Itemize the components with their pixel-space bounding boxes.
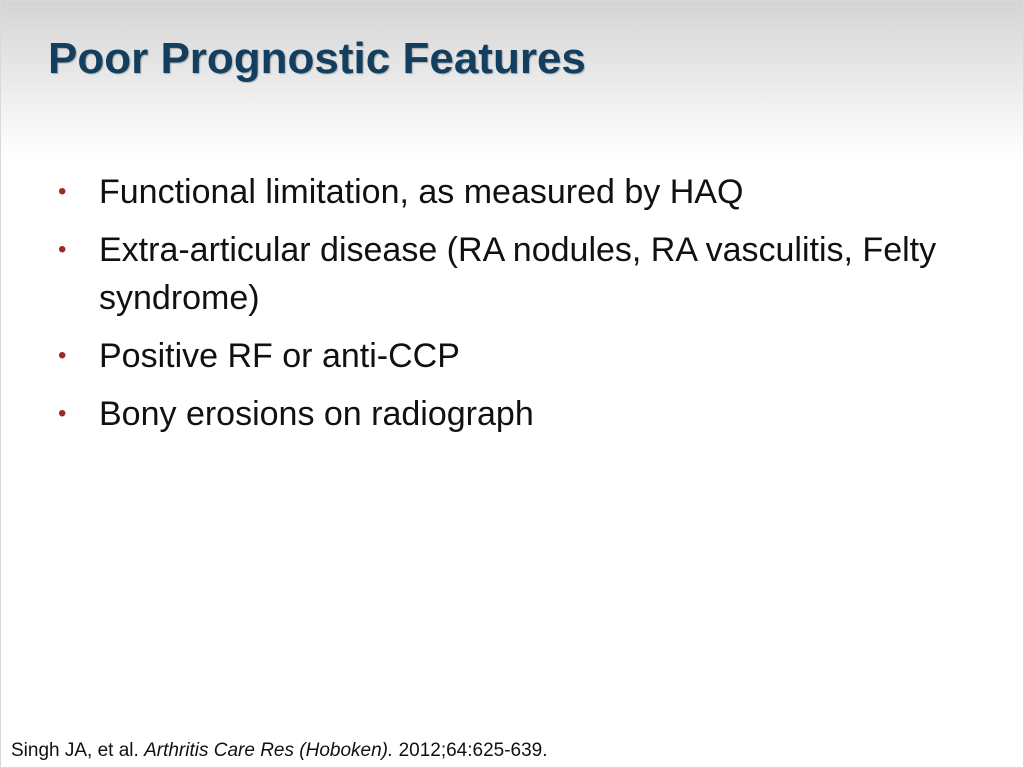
bullet-icon: • (58, 342, 67, 369)
bullet-item (58, 226, 958, 322)
bullet-text: Functional limitation, as measured by HAQ (99, 173, 744, 211)
bullet-list (58, 168, 958, 448)
citation (11, 739, 548, 763)
citation-details: 2012;64:625-639. (398, 740, 548, 761)
bullet-icon: • (58, 178, 67, 205)
bullet-text: Extra-articular disease (RA nodules, RA vasculitis, Felty syndrome) (99, 231, 937, 317)
bullet-item (58, 168, 958, 216)
bullet-text: Bony erosions on radiograph (99, 395, 534, 433)
bullet-icon: • (58, 400, 67, 427)
bullet-item (58, 390, 958, 438)
citation-journal: Arthritis Care Res (Hoboken). (144, 740, 394, 761)
bullet-icon: • (58, 236, 67, 263)
slide-title: Poor Prognostic Features (48, 34, 586, 83)
citation-authors: Singh JA, et al. (11, 740, 139, 761)
bullet-item (58, 332, 958, 380)
bullet-text: Positive RF or anti-CCP (99, 337, 460, 375)
